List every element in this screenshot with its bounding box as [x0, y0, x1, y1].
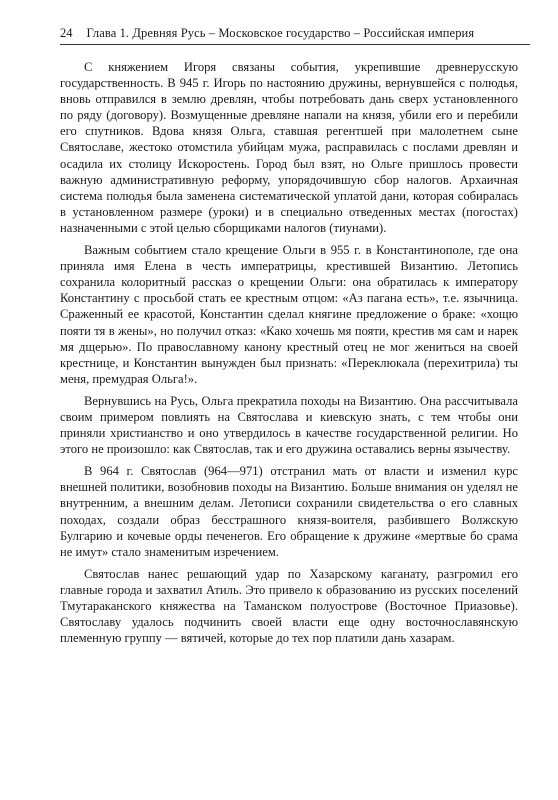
running-title: Глава 1. Древняя Русь – Московское государство – Российская империя [86, 26, 475, 40]
paragraph-1: С княжением Игоря связаны события, укрепившие древнерусскую государственность. В 945 г. Игорь по настоянию дружины, вернувшейся с полюдья, вновь отправился в землю древлян, чтобы потребовать дань сверх установленного по ряду (договору). Возмущенные древляне напали на князя, убили его и перебили его спутников. Вдова князя Ольга, ставшая регентшей при малолетнем сыне Святославе, жестоко отомстила убийцам мужа, расправилась с послами древлян и осадила их столицу Искоростень. Город был взят, но Ольге пришлось провести важную административную реформу, упорядочившую сбор налогов. Архаичная система полюдья была заменена систематической уплатой дани, которая собиралась в установленном размере (уроки) и в специально отведенных местах (погостах) назначенными с этой целью сборщиками налогов (тиунами). [60, 60, 518, 235]
paragraph-5: Святослав нанес решающий удар по Хазарскому каганату, разгромил его главные города и захватил Атиль. Это привело к образованию из русских поселений Тмутараканского княжества на Таманском полуострове (Восточное Приазовье). Святославу удалось подчинить своей власти еще одну восточнославянскую племенную группу — вятичей, которые до тех пор платили дань хазарам. [60, 566, 518, 646]
paragraph-3: Вернувшись на Русь, Ольга прекратила походы на Византию. Она рассчитывала своим примером повлиять на Святослава и киевскую знать, с тем чтобы они приняли христианство и оно утвердилось в качестве государственной религии. Но этого не произошло: как Святослав, так и его дружина оставались верны язычеству. [60, 393, 518, 457]
page-number: 24 [60, 26, 73, 40]
paragraph-2: Важным событием стало крещение Ольги в 955 г. в Константинополе, где она приняла имя Елена в честь императрицы, крестившей Византию. Летопись сохранила колоритный рассказ о крещении Ольги: она обратилась к императору Константину с просьбой стать ее крестным отцом: «Аз пагана есть», т.е. язычница. Сраженный ее красотой, Константин сделал княгине предложение о браке: «хощю пояти тя в жены», но получил отказ: «Како хочешь мя пояти, крестив мя сам и нарек мя дщерью». По православному канону крестный отец не мог жениться на своей крестнице, и Константин вынужден был признать: «Переклюкала (перехитрила) ты меня, премудрая Ольга!». [60, 243, 518, 386]
paragraph-4: В 964 г. Святослав (964—971) отстранил мать от власти и изменил курс внешней политики, возобновив походы на Византию. Больше внимания он уделял не внутренним, а внешним делам. Летописи сохранили свидетельства о его славных походах, создали образ бесстрашного князя-воителя, разбившего Волжскую Булгарию и кочевые орды печенегов. Его обращение к дружине «мертвые бо срама не имут» стало знаменитым изречением. [60, 464, 518, 559]
running-header [60, 26, 530, 45]
